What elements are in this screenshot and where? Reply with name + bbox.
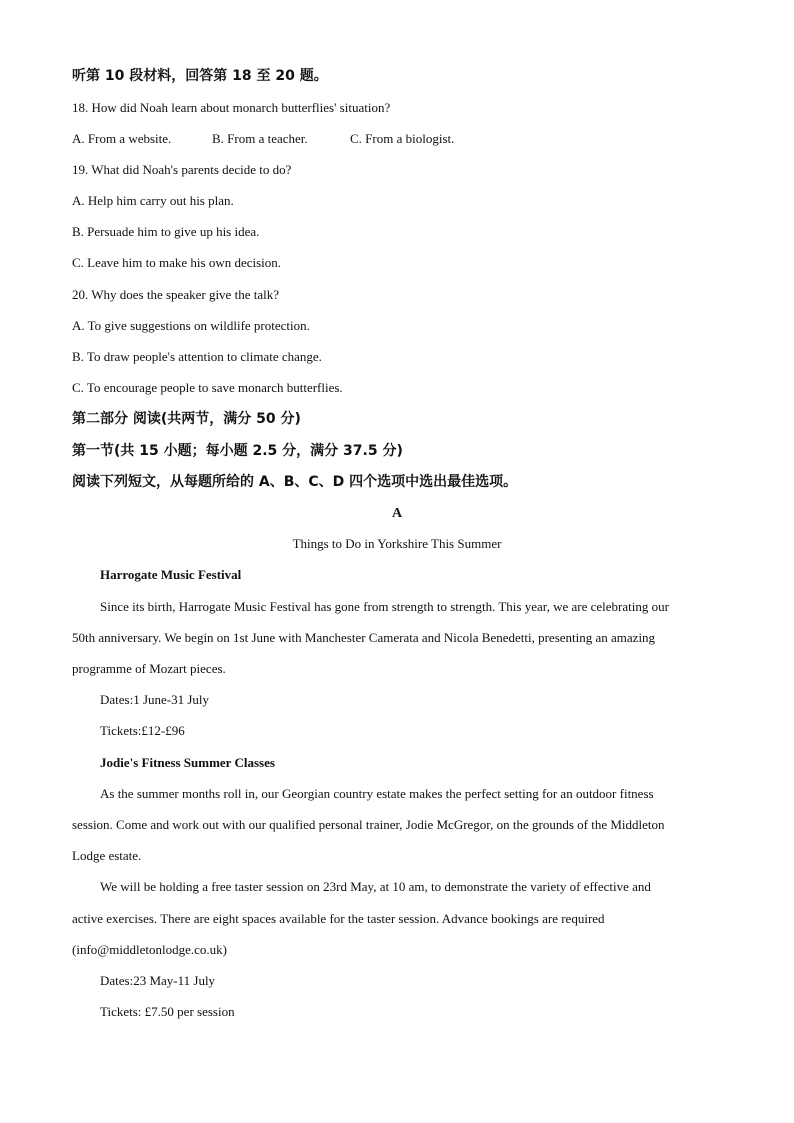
question-18: 18. How did Noah learn about monarch butterflies' situation?: [72, 100, 391, 115]
jodie-paragraph-line: session. Come and work out with our qualified personal trainer, Jodie McGregor, on the grounds of the Middleton: [72, 817, 665, 832]
q18-option-b: B. From a teacher.: [212, 131, 308, 146]
reading-part-heading: 第二部分 阅读(共两节，满分 50 分): [72, 411, 301, 427]
harrogate-tickets: Tickets:£12-£96: [100, 723, 185, 738]
q20-option-a: A. To give suggestions on wildlife protection.: [72, 318, 310, 333]
q18-option-c: C. From a biologist.: [350, 131, 455, 146]
listening-section-heading: 听第 10 段材料，回答第 18 至 20 题。: [72, 68, 328, 84]
jodie-paragraph-line: As the summer months roll in, our Georgian country estate makes the perfect setting for an outdoor fitness: [100, 786, 654, 801]
harrogate-paragraph-line: Since its birth, Harrogate Music Festival has gone from strength to strength. This year, we are celebrating our: [100, 599, 669, 614]
jodie-booking-email: (info@middletonlodge.co.uk): [72, 942, 227, 957]
jodie-paragraph-line: We will be holding a free taster session on 23rd May, at 10 am, to demonstrate the variety of effective and: [100, 879, 651, 894]
q19-option-a: A. Help him carry out his plan.: [72, 193, 234, 208]
reading-section-heading: 第一节(共 15 小题；每小题 2.5 分，满分 37.5 分): [72, 443, 403, 459]
q19-option-c: C. Leave him to make his own decision.: [72, 255, 282, 270]
q20-option-c: C. To encourage people to save monarch butterflies.: [72, 380, 343, 395]
passage-letter: A: [391, 506, 403, 521]
q20-option-b: B. To draw people's attention to climate change.: [72, 349, 322, 364]
harrogate-paragraph-line: 50th anniversary. We begin on 1st June with Manchester Camerata and Nicola Benedetti, presenting an amazing: [72, 630, 656, 645]
harrogate-paragraph-line: programme of Mozart pieces.: [72, 661, 226, 676]
q19-option-b: B. Persuade him to give up his idea.: [72, 224, 260, 239]
question-20: 20. Why does the speaker give the talk?: [72, 287, 279, 302]
item-heading-jodie: Jodie's Fitness Summer Classes: [100, 755, 275, 770]
passage-title: Things to Do in Yorkshire This Summer: [292, 536, 502, 551]
jodie-paragraph-line: active exercises. There are eight spaces available for the taster session. Advance bookings are required: [72, 911, 605, 926]
question-19: 19. What did Noah's parents decide to do?: [72, 162, 292, 177]
harrogate-dates: Dates:1 June-31 July: [100, 692, 210, 707]
jodie-tickets: Tickets: £7.50 per session: [100, 1004, 235, 1019]
reading-instructions: 阅读下列短文，从每题所给的 A、B、C、D 四个选项中选出最佳选项。: [72, 474, 518, 490]
q18-option-a: A. From a website.: [72, 131, 172, 146]
jodie-dates: Dates:23 May-11 July: [100, 973, 216, 988]
item-heading-harrogate: Harrogate Music Festival: [100, 567, 242, 582]
jodie-paragraph-line: Lodge estate.: [72, 848, 142, 863]
